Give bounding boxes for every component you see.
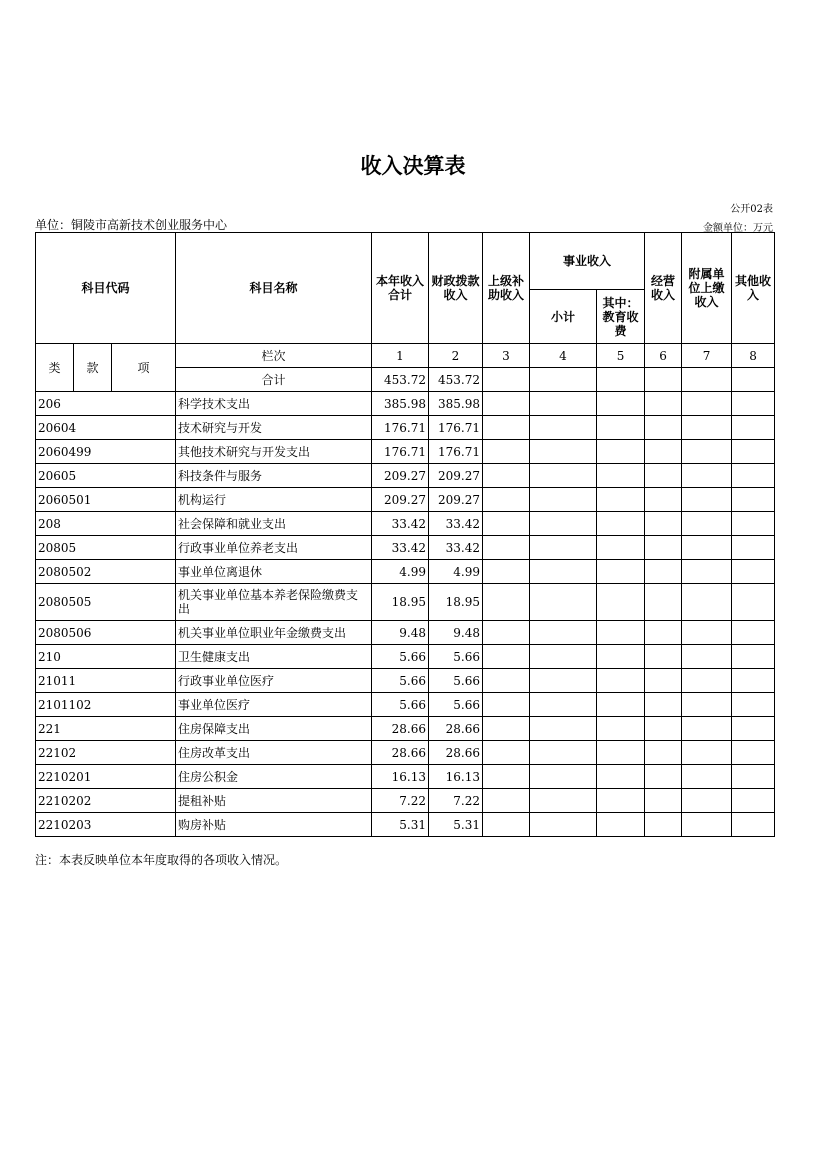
- header-business-income: 事业收入: [530, 233, 645, 290]
- fiscal-income-cell: 7.22: [429, 789, 483, 813]
- table-row: [36, 621, 775, 645]
- header-col6: 经营收入: [645, 233, 682, 344]
- total-income-cell: 176.71: [372, 440, 429, 464]
- table-row: [36, 560, 775, 584]
- amount-unit: 金额单位：万元: [703, 223, 773, 234]
- fiscal-income-cell: 5.31: [429, 813, 483, 837]
- total-income-cell: 16.13: [372, 765, 429, 789]
- table-row: [36, 693, 775, 717]
- subject-name: 行政事业单位医疗: [176, 669, 372, 693]
- total-income-cell: 5.31: [372, 813, 429, 837]
- income-table: [35, 232, 775, 837]
- fiscal-income-cell: 209.27: [429, 488, 483, 512]
- subject-name: 机构运行: [176, 488, 372, 512]
- fiscal-income-cell: 18.95: [429, 584, 483, 621]
- table-row: [36, 584, 775, 621]
- table-row: [36, 440, 775, 464]
- total-income-cell: 5.66: [372, 693, 429, 717]
- subject-name: 提租补贴: [176, 789, 372, 813]
- fiscal-income-cell: 209.27: [429, 464, 483, 488]
- subject-name: 其他技术研究与开发支出: [176, 440, 372, 464]
- table-row: [36, 789, 775, 813]
- table-row: [36, 669, 775, 693]
- subject-code: 206: [36, 392, 176, 416]
- subject-code: 20604: [36, 416, 176, 440]
- header-lei: 类: [36, 344, 74, 392]
- table-row: [36, 717, 775, 741]
- subject-code: 20605: [36, 464, 176, 488]
- fiscal-income-cell: 5.66: [429, 669, 483, 693]
- total-income-cell: 18.95: [372, 584, 429, 621]
- col-number: 2: [429, 344, 483, 368]
- total-income-cell: 385.98: [372, 392, 429, 416]
- subject-name: 住房保障支出: [176, 717, 372, 741]
- table-row: [36, 645, 775, 669]
- subject-code: 2060501: [36, 488, 176, 512]
- fiscal-income-cell: 5.66: [429, 645, 483, 669]
- fiscal-income-cell: 4.99: [429, 560, 483, 584]
- header-col3: 上级补助收入: [483, 233, 530, 344]
- subject-code: 2080506: [36, 621, 176, 645]
- fiscal-income-cell: 28.66: [429, 717, 483, 741]
- header-col2: 财政拨款收入: [429, 233, 483, 344]
- fiscal-income-cell: 33.42: [429, 512, 483, 536]
- header-col4: 小计: [530, 290, 597, 344]
- fiscal-income-cell: 16.13: [429, 765, 483, 789]
- page-title: 收入决算表: [360, 154, 466, 178]
- table-row: [36, 488, 775, 512]
- header-subject-code: 科目代码: [36, 233, 176, 344]
- header-col5: 其中：教育收费: [597, 290, 645, 344]
- subject-name: 技术研究与开发: [176, 416, 372, 440]
- table-row: [36, 416, 775, 440]
- subject-code: 208: [36, 512, 176, 536]
- col-number: 6: [645, 344, 682, 368]
- table-row: [36, 512, 775, 536]
- total-income-cell: 209.27: [372, 488, 429, 512]
- subject-name: 事业单位离退休: [176, 560, 372, 584]
- table-note: 注：本表反映单位本年度取得的各项收入情况。: [35, 853, 288, 867]
- table-row: [36, 392, 775, 416]
- subject-code: 2080502: [36, 560, 176, 584]
- col-number: 1: [372, 344, 429, 368]
- subject-name: 购房补贴: [176, 813, 372, 837]
- subject-name: 卫生健康支出: [176, 645, 372, 669]
- subject-name: 科学技术支出: [176, 392, 372, 416]
- subject-code: 2101102: [36, 693, 176, 717]
- subject-code: 2060499: [36, 440, 176, 464]
- table-row: [36, 813, 775, 837]
- reporting-unit: 单位：铜陵市高新技术创业服务中心: [35, 218, 228, 232]
- subject-name: 机关事业单位基本养老保险缴费支出: [176, 584, 372, 621]
- subject-name: 社会保障和就业支出: [176, 512, 372, 536]
- table-row: [36, 464, 775, 488]
- total-income-cell: 28.66: [372, 717, 429, 741]
- subject-code: 2080505: [36, 584, 176, 621]
- fiscal-income-cell: 33.42: [429, 536, 483, 560]
- subject-code: 2210202: [36, 789, 176, 813]
- fiscal-income-cell: 9.48: [429, 621, 483, 645]
- header-col1: 本年收入合计: [372, 233, 429, 344]
- total-income-cell: 28.66: [372, 741, 429, 765]
- col-number: 7: [682, 344, 732, 368]
- subject-code: 22102: [36, 741, 176, 765]
- header-heji: 合计: [176, 368, 372, 392]
- total-income-cell: 209.27: [372, 464, 429, 488]
- total-income-cell: 5.66: [372, 669, 429, 693]
- fiscal-income-cell: 385.98: [429, 392, 483, 416]
- subject-name: 住房公积金: [176, 765, 372, 789]
- subject-name: 机关事业单位职业年金缴费支出: [176, 621, 372, 645]
- subject-name: 住房改革支出: [176, 741, 372, 765]
- fiscal-income-cell: 176.71: [429, 416, 483, 440]
- fiscal-income-cell: 28.66: [429, 741, 483, 765]
- total-income-cell: 4.99: [372, 560, 429, 584]
- total-income-cell: 33.42: [372, 512, 429, 536]
- total-income-cell: 176.71: [372, 416, 429, 440]
- subject-code: 210: [36, 645, 176, 669]
- subject-name: 事业单位医疗: [176, 693, 372, 717]
- header-xiang: 项: [112, 344, 176, 392]
- subject-code: 221: [36, 717, 176, 741]
- header-col7: 附属单位上缴收入: [682, 233, 732, 344]
- subject-code: 2210201: [36, 765, 176, 789]
- header-col8: 其他收入: [732, 233, 775, 344]
- col-number: 3: [483, 344, 530, 368]
- header-kuan: 款: [74, 344, 112, 392]
- subject-code: 2210203: [36, 813, 176, 837]
- total-income-value: 453.72: [372, 368, 429, 392]
- col-number: 5: [597, 344, 645, 368]
- table-row: [36, 741, 775, 765]
- subject-code: 21011: [36, 669, 176, 693]
- col-number: 8: [732, 344, 775, 368]
- subject-code: 20805: [36, 536, 176, 560]
- header-lanci: 栏次: [176, 344, 372, 368]
- total-income-cell: 9.48: [372, 621, 429, 645]
- header-subject-name: 科目名称: [176, 233, 372, 344]
- fiscal-income-cell: 5.66: [429, 693, 483, 717]
- total-income-cell: 5.66: [372, 645, 429, 669]
- subject-name: 行政事业单位养老支出: [176, 536, 372, 560]
- table-row: [36, 536, 775, 560]
- total-income-cell: 7.22: [372, 789, 429, 813]
- table-row: [36, 765, 775, 789]
- subject-name: 科技条件与服务: [176, 464, 372, 488]
- fiscal-income-cell: 176.71: [429, 440, 483, 464]
- total-fiscal-value: 453.72: [429, 368, 483, 392]
- col-number: 4: [530, 344, 597, 368]
- total-income-cell: 33.42: [372, 536, 429, 560]
- form-number: 公开02表: [730, 204, 773, 215]
